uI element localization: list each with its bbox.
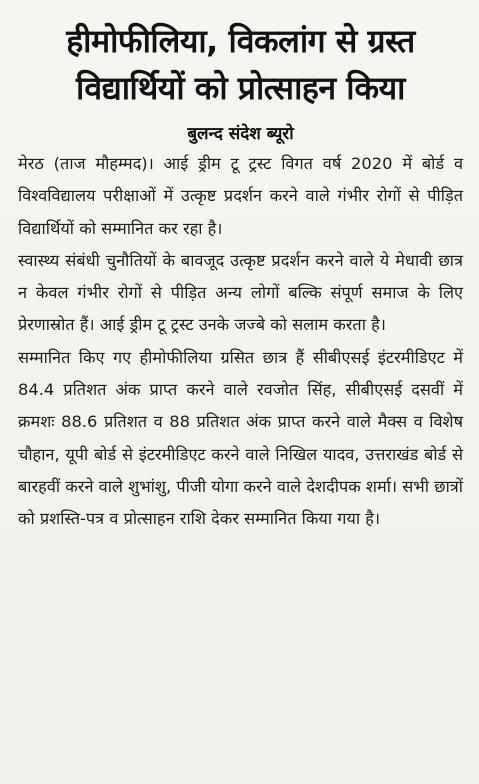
byline: बुलन्द संदेश ब्यूरो <box>187 124 294 144</box>
paragraph-1: मेरठ (ताज मौहम्मद)। आई ड्रीम टू ट्रस्ट विगत वर्ष 2020 में बोर्ड व विश्वविद्यालय परीक्षाओं में उत्कृष्ट प्रदर्शन करने वाले गंभीर रोगों से पीड़ित विद्यार्थियों को सम्मानित कर रहा है। <box>18 154 463 238</box>
headline <box>18 18 463 112</box>
paragraph-3: सम्मानित किए गए हीमोफीलिया ग्रसित छात्र हैं सीबीएसई इंटरमीडिएट में 84.4 प्रतिशत अंक प्राप्त करने वाले रवजोत सिंह, सीबीएसई दसवीं में क्रमशः 88.6 प्रतिशत व 88 प्रतिशत अंक प्राप्त करने वाले मैक्स व विशेष चौहान, यूपी बोर्ड से इंटरमीडिएट करने वाले निखिल यादव, उत्तराखंड बोर्ड से बारहवीं करने वाले शुभांशु, पीजी योगा करने वाले देशदीपक शर्मा। सभी छात्रों को प्रशस्ति-पत्र व प्रोत्साहन राशि देकर सम्मानित किया गया है। <box>18 347 463 529</box>
paragraph-2: स्वास्थ्य संबंधी चुनौतियों के बावजूद उत्कृष्ट प्रदर्शन करने वाले ये मेधावी छात्र न केवल गंभीर रोगों से पीड़ित अन्य लोगों बल्कि संपूर्ण समाज के लिए प्रेरणास्रोत हैं। आई ड्रीम टू ट्रस्ट उनके जज्बे को सलाम करता है। <box>18 250 463 335</box>
headline-line-2: विद्यार्थियों को प्रोत्साहन किया <box>76 69 405 107</box>
headline-line-1: हीमोफीलिया, विकलांग से ग्रस्त <box>66 22 415 60</box>
article-body <box>18 148 463 536</box>
